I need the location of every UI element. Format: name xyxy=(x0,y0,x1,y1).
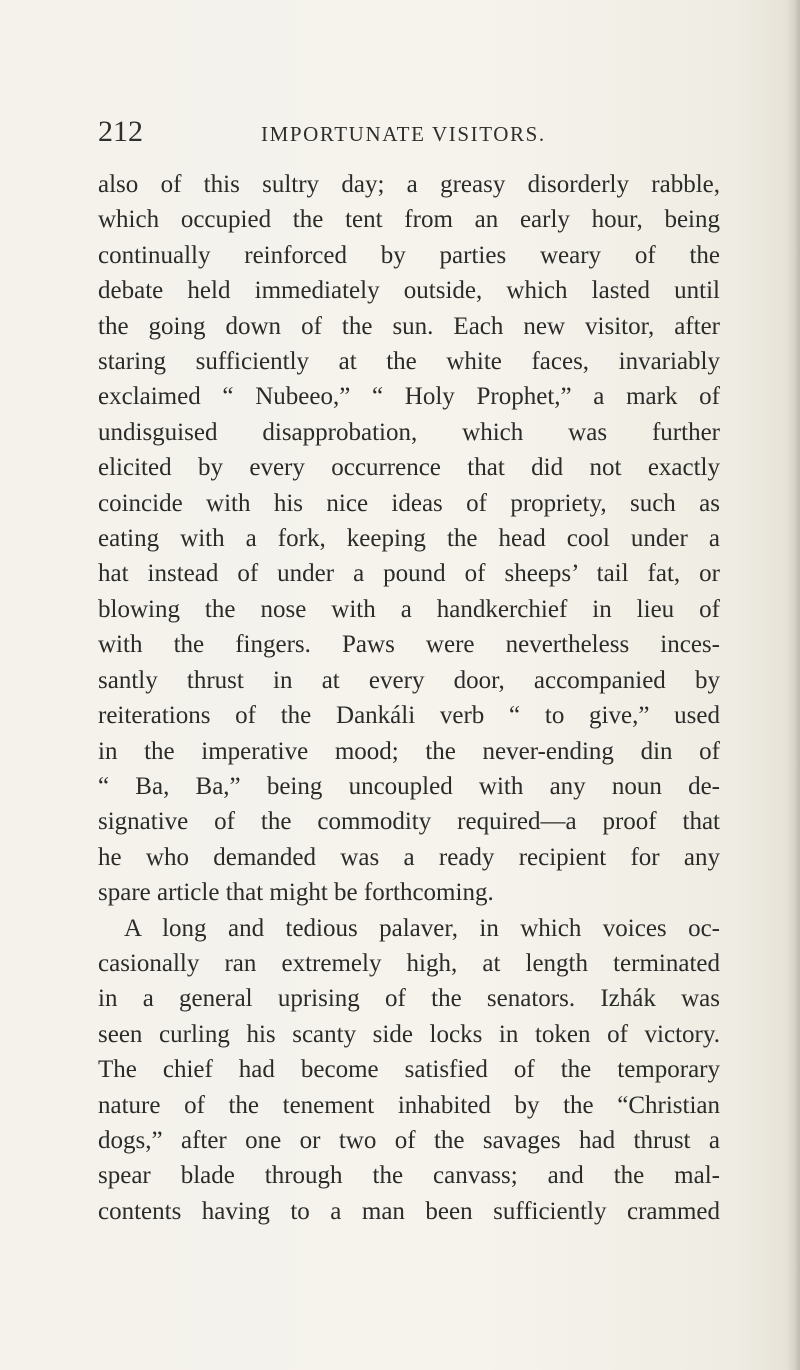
page-number: 212 xyxy=(98,115,143,148)
text-line: continually reinforced by parties weary of the xyxy=(98,241,720,269)
text-line: reiterations of the Dankáli verb “ to give,” used xyxy=(98,702,720,730)
text-line: A long and tedious palaver, in which voices oc- xyxy=(124,914,720,942)
text-line: in a general uprising of the senators. Izhák was xyxy=(98,985,720,1013)
page-edge-shadow xyxy=(786,0,800,1370)
text-line: which occupied the tent from an early hour, being xyxy=(98,206,720,234)
text-line: with the fingers. Paws were nevertheless inces- xyxy=(98,631,720,659)
text-line: blowing the nose with a handkerchief in lieu of xyxy=(98,595,720,623)
text-line: signative of the commodity required—a proof that xyxy=(98,808,720,836)
text-line: spear blade through the canvass; and the mal- xyxy=(98,1162,720,1190)
text-line: the going down of the sun. Each new visitor, after xyxy=(98,312,720,340)
text-line: contents having to a man been sufficiently crammed xyxy=(98,1197,720,1225)
text-line: hat instead of under a pound of sheeps’ tail fat, or xyxy=(98,560,720,588)
text-line: casionally ran extremely high, at length terminated xyxy=(98,949,720,977)
text-line: in the imperative mood; the never-ending din of xyxy=(98,737,720,765)
running-head: IMPORTUNATE VISITORS. xyxy=(261,122,546,146)
text-line: santly thrust in at every door, accompanied by xyxy=(98,666,720,694)
text-line: coincide with his nice ideas of propriety, such as xyxy=(98,489,720,517)
text-line: exclaimed “ Nubeeo,” “ Holy Prophet,” a mark of xyxy=(98,383,720,411)
text-line: elicited by every occurrence that did not exactly xyxy=(98,454,720,482)
body-text xyxy=(98,167,720,1229)
text-line: The chief had become satisfied of the temporary xyxy=(98,1056,720,1084)
text-line: he who demanded was a ready recipient for any xyxy=(98,843,720,871)
text-line: “ Ba, Ba,” being uncoupled with any noun de- xyxy=(98,772,720,800)
text-line: nature of the tenement inhabited by the “Christian xyxy=(98,1091,720,1119)
text-line: dogs,” after one or two of the savages had thrust a xyxy=(98,1126,720,1154)
page-header xyxy=(98,112,718,152)
text-line: debate held immediately outside, which lasted until xyxy=(98,277,720,305)
text-line: undisguised disapprobation, which was further xyxy=(98,418,720,446)
text-line: eating with a fork, keeping the head cool under a xyxy=(98,525,720,553)
text-line: spare article that might be forthcoming. xyxy=(98,879,494,907)
text-line: also of this sultry day; a greasy disorderly rabble, xyxy=(98,171,720,198)
text-line: seen curling his scanty side locks in token of victory. xyxy=(98,1020,720,1048)
text-line: staring sufficiently at the white faces, invariably xyxy=(98,348,720,376)
